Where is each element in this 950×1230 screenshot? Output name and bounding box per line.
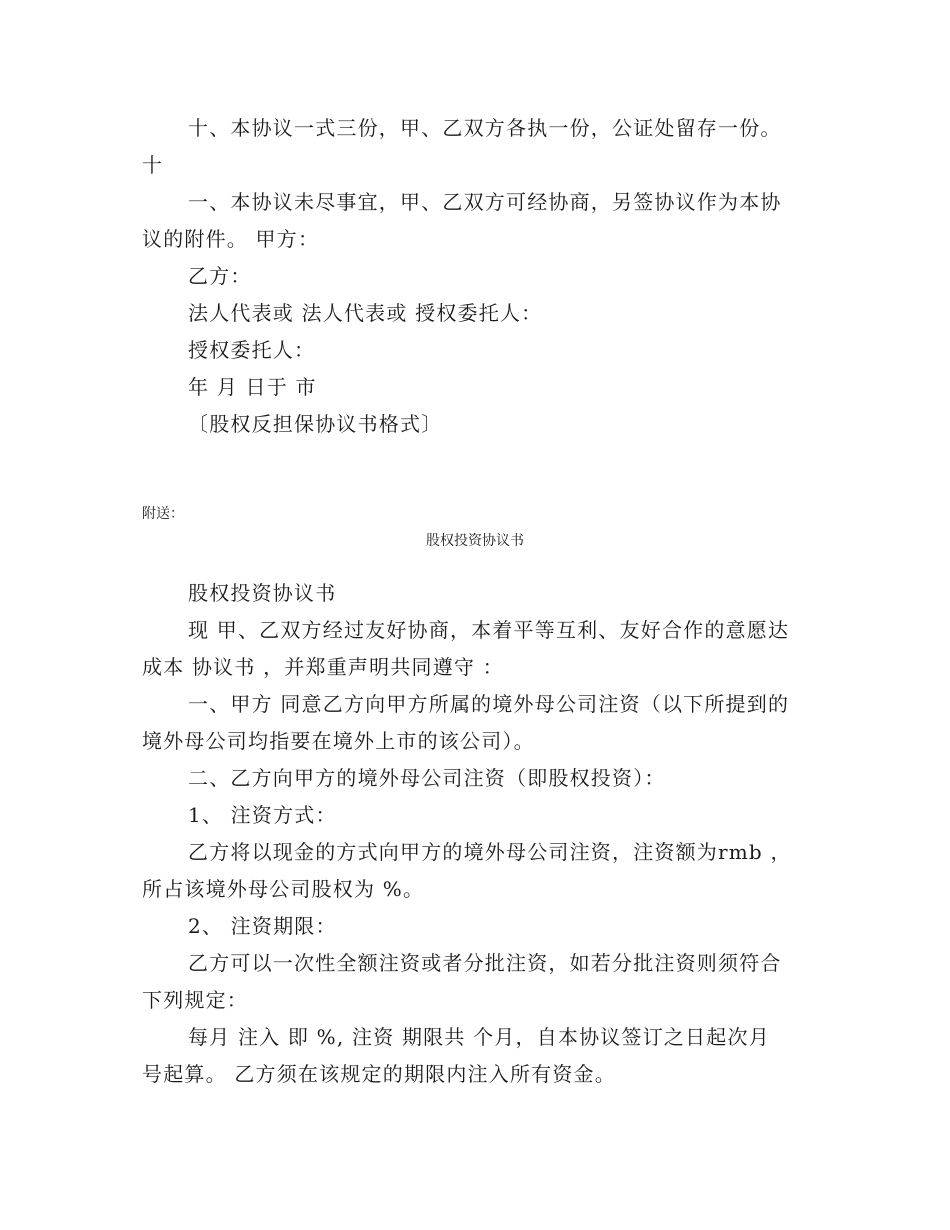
clause-ten-line2: 十 — [142, 153, 164, 177]
authorized-label: 授权委托人： — [188, 338, 316, 362]
section-one-line1: 乙方将以现金的方式向甲方的境外母公司注资，注资额为rmb ， — [188, 840, 792, 864]
section-one-line2: 所占该境外母公司股权为 %。 — [142, 877, 425, 901]
section-two-title: 2、 注资期限： — [188, 914, 337, 938]
clause-eleven-line1: 一、本协议未尽事宜，甲、乙双方可经协商，另签协议作为本协 — [188, 190, 782, 214]
clause-ten-line1: 十、本协议一式三份，甲、乙双方各执一份，公证处留存一份。 — [188, 116, 782, 140]
attachment-heading: 股权投资协议书 — [426, 533, 524, 549]
section-two-line2: 下列规定： — [142, 988, 248, 1012]
party-b-label: 乙方： — [188, 264, 252, 288]
intro-line2: 成本 协议书 ，并郑重声明共同遵守 ： — [142, 655, 504, 679]
agreement-title: 股权投资协议书 — [188, 581, 337, 605]
clause-one-line1: 一、甲方 同意乙方向甲方所属的境外母公司注资（以下所提到的 — [188, 692, 790, 716]
attachment-label: 附送： — [142, 506, 184, 522]
clause-two: 二、乙方向甲方的境外母公司注资（即股权投资）： — [188, 766, 666, 790]
section-two-rule-line1: 每月 注入 即 %, 注资 期限共 个月，自本协议签订之日起次月 — [188, 1025, 770, 1049]
intro-line1: 现 甲、乙双方经过友好协商，本着平等互利、友好合作的意愿达 — [188, 618, 790, 642]
clause-eleven-line2: 议的附件。 甲方： — [142, 227, 320, 251]
date-place-line: 年 月 日于 市 — [188, 375, 317, 399]
section-one-title: 1、 注资方式： — [188, 803, 337, 827]
clause-one-line2: 境外母公司均指要在境外上市的该公司）。 — [142, 729, 535, 753]
section-two-line1: 乙方可以一次性全额注资或者分批注资，如若分批注资则须符合 — [188, 951, 782, 975]
section-two-rule-line2: 号起算。 乙方须在该规定的期限内注入所有资金。 — [142, 1062, 616, 1086]
format-note: 〔股权反担保协议书格式〕 — [188, 412, 443, 436]
legal-rep-label: 法人代表或 法人代表或 授权委托人： — [188, 301, 543, 325]
